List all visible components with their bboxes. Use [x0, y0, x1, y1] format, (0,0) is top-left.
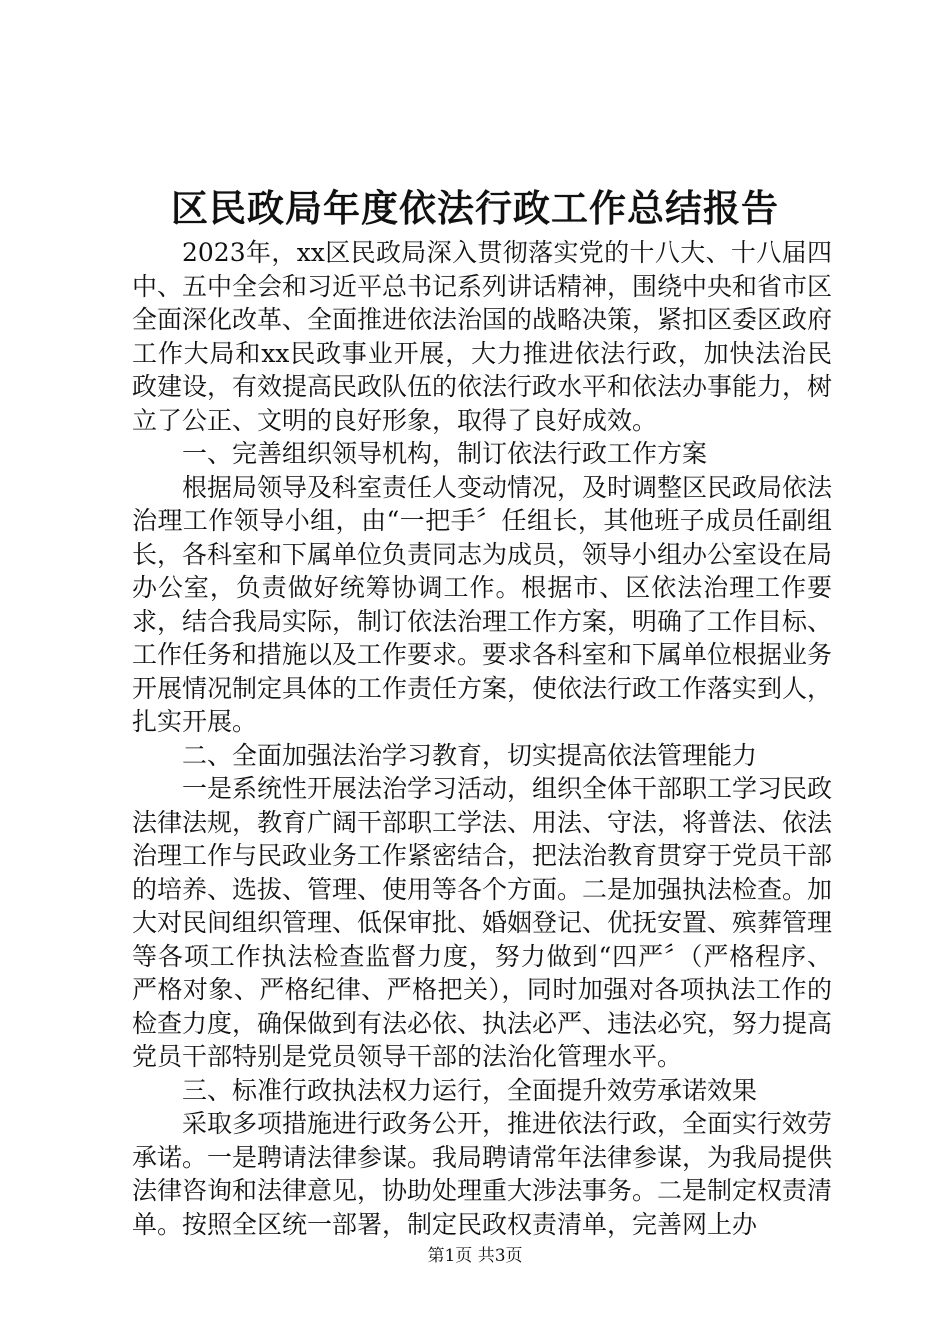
section-paragraph-1: 根据局领导及科室责任人变动情况，及时调整区民政局依法治理工作领导小组，由“一把手〞任组长，其他班子成员任副组长，各科室和下属单位负责同志为成员，领导小组办公室设在局办公室，负责做好统筹协调工作。根据市、区依法治理工作要求，结合我局实际，制订依法治理工作方案，明确了工作目标、工作任务和措施以及工作要求。要求各科室和下属单位根据业务开展情况制定具体的工作责任方案，使依法行政工作落实到人，扎实开展。 [132, 472, 833, 736]
section-paragraph-2: 一是系统性开展法治学习活动，组织全体干部职工学习民政法律法规，教育广阔干部职工学法、用法、守法，将普法、依法治理工作与民政业务工作紧密结合，把法治教育贯穿于党员干部的培养、选拔、管理、使用等各个方面。二是加强执法检查。加大对民间组织管理、低保审批、婚姻登记、优抚安置、殡葬管理等各项工作执法检查监督力度，努力做到“四严〞（严格程序、严格对象、严格纪律、严格把关），同时加强对各项执法工作的检查力度，确保做到有法必依、执法必严、违法必究，努力提高党员干部特别是党员领导干部的法治化管理水平。 [132, 774, 833, 1071]
section-heading-2: 二、全面加强法治学习教育，切实提高依法管理能力 [182, 740, 758, 770]
page-number-footer: 第1页 共3页 [427, 1246, 523, 1266]
section-heading-1: 一、完善组织领导机构，制订依法行政工作方案 [182, 439, 708, 468]
document-title: 区民政局年度依法行政工作总结报告 [171, 186, 779, 230]
intro-paragraph: 2023年，xx区民政局深入贯彻落实党的十八大、十八届四中、五中全会和习近平总书记系列讲话精神，围绕中央和省市区全面深化改革、全面推进依法治国的战略决策，紧扣区委区政府工作大局和xx民政事业开展，大力推进依法行政，加快法治民政建设，有效提高民政队伍的依法行政水平和依法办事能力，树立了公正、文明的良好形象，取得了良好成效。 [132, 238, 833, 435]
section-heading-3: 三、标准行政执法权力运行，全面提升效劳承诺效果 [182, 1075, 758, 1105]
document-body [132, 236, 832, 1241]
section-paragraph-3: 采取多项措施进行政务公开，推进依法行政，全面实行效劳承诺。一是聘请法律参谋。我局聘请常年法律参谋，为我局提供法律咨询和法律意见，协助处理重大涉法事务。二是制定权责清单。按照全区统一部署，制定民政权责清单，完善网上办 [132, 1109, 833, 1239]
